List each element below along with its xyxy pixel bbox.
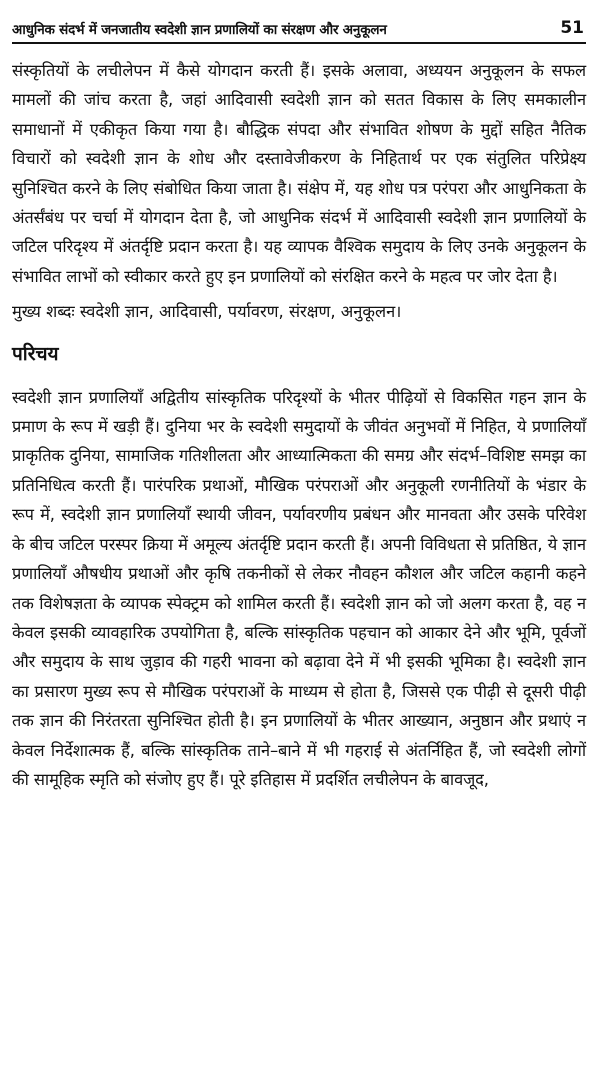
running-header <box>12 0 586 44</box>
section-heading: परिचय <box>12 342 59 365</box>
abstract-continuation-paragraph: संस्कृतियों के लचीलेपन में कैसे योगदान करती हैं। इसके अलावा, अध्ययन अनुकूलन के सफल मामलों की जांच करता है, जहां आदिवासी स्वदेशी ज्ञान को सतत विकास के लिए समकालीन समाधानों में एकीकृत किया गया है। बौद्धिक संपदा और संभावित शोषण के मुद्दों सहित नैतिक विचारों को स्वदेशी ज्ञान के शोध और दस्तावेजीकरण के निहितार्थ पर एक संतुलित परिप्रेक्ष्य सुनिश्चित करने के लिए संबोधित किया जाता है। संक्षेप में, यह शोध पत्र परंपरा और आधुनिकता के अंतर्संबंध पर चर्चा में योगदान देता है, जो आधुनिक संदर्भ में आदिवासी स्वदेशी ज्ञान प्रणालियों के जटिल परिदृश्य में अंतर्दृष्टि प्रदान करता है। यह व्यापक वैश्विक समुदाय के लिए उनके अनुकूलन के संभावित लाभों को स्वीकार करते हुए इन प्रणालियों को संरक्षित करने के महत्व पर जोर देता है। <box>12 61 586 286</box>
running-title: आधुनिक संदर्भ में जनजातीय स्वदेशी ज्ञान प्रणालियों का संरक्षण और अनुकूलन <box>12 22 387 38</box>
keywords-line: मुख्य शब्दः स्वदेशी ज्ञान, आदिवासी, पर्यावरण, संरक्षण, अनुकूलन। <box>12 302 402 322</box>
introduction-paragraph: स्वदेशी ज्ञान प्रणालियाँ अद्वितीय सांस्कृतिक परिदृश्यों के भीतर पीढ़ियों से विकसित गहन ज्ञान के प्रमाण के रूप में खड़ी हैं। दुनिया भर के स्वदेशी समुदायों के जीवंत अनुभवों में निहित, ये प्रणालियाँ प्राकृतिक दुनिया, सामाजिक गतिशीलता और आध्यात्मिकता की समग्र और संदर्भ–विशिष्ट समझ का प्रतिनिधित्व करती हैं। पारंपरिक प्रथाओं, मौखिक परंपराओं और अनुकूली रणनीतियों के भंडार के रूप में, स्वदेशी ज्ञान प्रणालियाँ स्थायी जीवन, पर्यावरणीय प्रबंधन और मानवता और उसके परिवेश के बीच जटिल परस्पर क्रिया में अमूल्य अंतर्दृष्टि प्रदान करती हैं। अपनी विविधता से प्रतिष्ठित, ये ज्ञान प्रणालियाँ औषधीय प्रथाओं और कृषि तकनीकों से लेकर नौवहन कौशल और जटिल कहानी कहने तक विशेषज्ञता के व्यापक स्पेक्ट्रम को शामिल करती हैं। स्वदेशी ज्ञान को जो अलग करता है, वह न केवल इसकी व्यावहारिक उपयोगिता है, बल्कि सांस्कृतिक पहचान को आकार देने और भूमि, पूर्वजों और समुदाय के साथ जुड़ाव की गहरी भावना को बढ़ावा देने में भी इसकी भूमिका है। स्वदेशी ज्ञान का प्रसारण मुख्य रूप से मौखिक परंपराओं के माध्यम से होता है, जिससे एक पीढ़ी से दूसरी पीढ़ी तक ज्ञान की निरंतरता सुनिश्चित होती है। इन प्रणालियों के भीतर आख्यान, अनुष्ठान और प्रथाएं न केवल निर्देशात्मक हैं, बल्कि सांस्कृतिक ताने–बाने में भी गहराई से अंतर्निहित हैं, जो स्वदेशी लोगों की सामूहिक स्मृति को संजोए हुए हैं। पूरे इतिहास में प्रदर्शित लचीलेपन के बावजूद, <box>12 387 586 789</box>
page-number: 51 <box>560 18 584 38</box>
